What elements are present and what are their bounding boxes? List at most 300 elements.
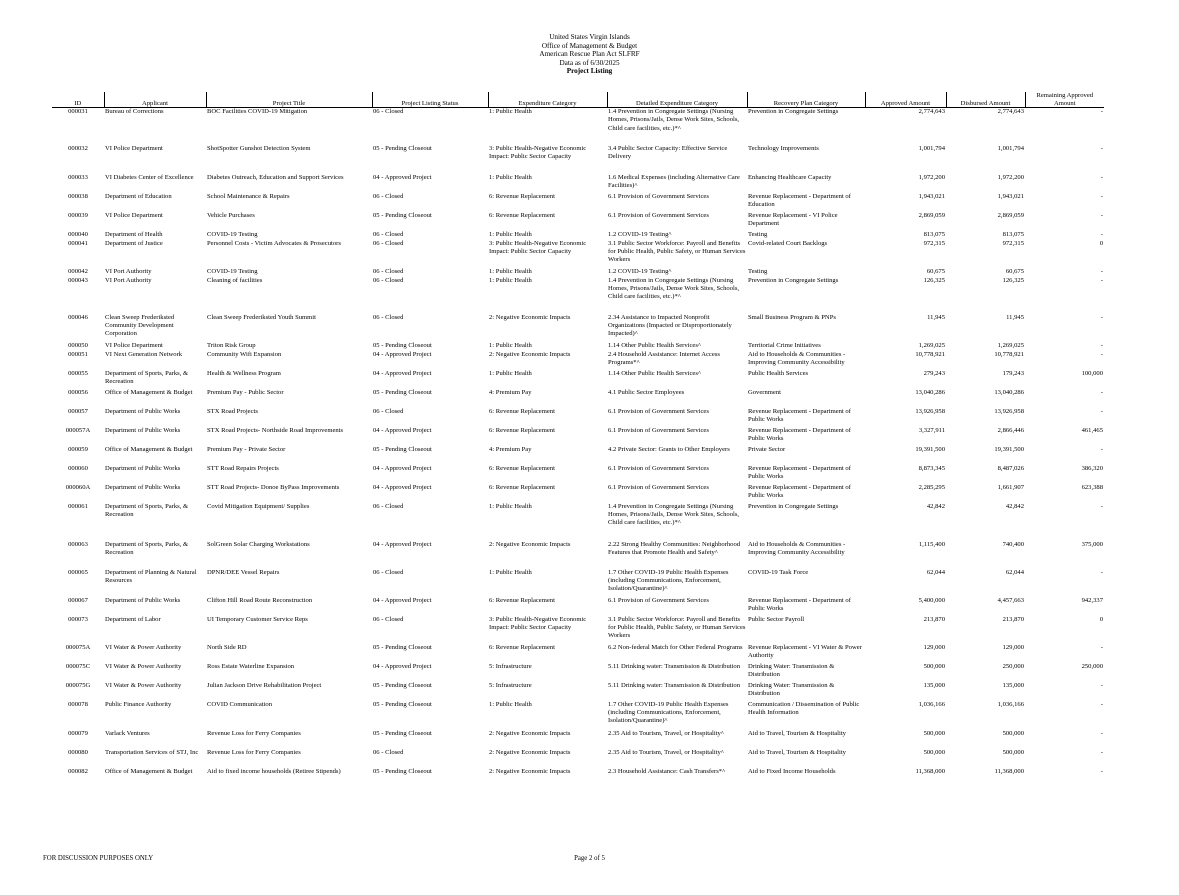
row-detailed-category: 6.1 Provision of Government Services xyxy=(608,407,709,415)
row-approved-amount: 2,869,059 xyxy=(918,211,945,219)
row-expenditure-category: 6: Revenue Replacement xyxy=(489,643,555,651)
table-row xyxy=(52,231,1104,240)
row-status: 05 - Pending Closeout xyxy=(373,767,432,775)
row-expenditure-category: 6: Revenue Replacement xyxy=(489,211,555,219)
row-applicant: VI Water & Power Authority xyxy=(105,643,182,651)
row-id: 000060 xyxy=(68,464,88,472)
row-applicant: VI Police Department xyxy=(105,211,163,219)
row-applicant: Department of Sports, Parks, & Recreation xyxy=(105,369,189,385)
row-detailed-category: 6.1 Provision of Government Services xyxy=(608,192,709,200)
row-disbursed-amount: 8,487,026 xyxy=(997,464,1024,472)
row-remaining-amount: 100,000 xyxy=(1081,369,1103,377)
row-project-title: Covid Mitigation Equipment/ Supplies xyxy=(207,502,310,510)
project-listing-table xyxy=(52,92,1104,778)
row-disbursed-amount: 11,368,000 xyxy=(994,767,1024,775)
row-id: 000060A xyxy=(65,483,91,491)
row-disbursed-amount: 2,866,446 xyxy=(997,426,1024,434)
row-remaining-amount: - xyxy=(1100,211,1103,219)
row-status: 04 - Approved Project xyxy=(373,464,432,472)
row-project-title: Revenue Loss for Ferry Companies xyxy=(207,729,301,737)
row-status: 06 - Closed xyxy=(373,748,404,756)
row-recovery-plan-category: Revenue Replacement - Department of Public Works xyxy=(748,407,851,423)
row-status: 05 - Pending Closeout xyxy=(373,445,432,453)
row-id: 000059 xyxy=(68,445,88,453)
col-header-approved-amount: Approved Amount xyxy=(865,92,946,108)
row-detailed-category: 2.35 Aid to Tourism, Travel, or Hospitality^ xyxy=(608,729,724,737)
row-status: 05 - Pending Closeout xyxy=(373,211,432,219)
row-detailed-category: 1.4 Prevention in Congregate Settings (Nursing Homes, Prisons/Jails, Dense Work Sites, Schools, Child care facilities, etc.)*^ xyxy=(608,276,740,301)
row-approved-amount: 8,873,345 xyxy=(918,464,945,472)
table-row xyxy=(52,663,1104,682)
row-remaining-amount: 461,465 xyxy=(1081,426,1103,434)
row-approved-amount: 1,269,025 xyxy=(918,341,945,349)
row-remaining-amount: - xyxy=(1100,192,1103,200)
row-disbursed-amount: 2,869,059 xyxy=(997,211,1024,219)
table-row xyxy=(52,174,1104,193)
row-applicant: VI Water & Power Authority xyxy=(105,681,182,689)
row-disbursed-amount: 500,000 xyxy=(1002,729,1024,737)
row-remaining-amount: - xyxy=(1100,388,1103,396)
row-remaining-amount: - xyxy=(1100,748,1103,756)
row-recovery-plan-category: Aid to Households & Communities - Improving Community Accessibility xyxy=(748,350,846,366)
row-recovery-plan-category: Technology Improvements xyxy=(748,144,819,152)
row-recovery-plan-category: Aid to Travel, Tourism & Hospitality xyxy=(748,729,846,737)
row-recovery-plan-category: Government xyxy=(748,388,781,396)
row-expenditure-category: 6: Revenue Replacement xyxy=(489,464,555,472)
row-project-title: STX Road Projects xyxy=(207,407,258,415)
row-detailed-category: 1.14 Other Public Health Services^ xyxy=(608,341,702,349)
row-expenditure-category: 1: Public Health xyxy=(489,341,532,349)
row-id: 000080 xyxy=(68,748,88,756)
row-expenditure-category: 3: Public Health-Negative Economic Impact: Public Sector Capacity xyxy=(489,144,587,160)
row-recovery-plan-category: Private Sector xyxy=(748,445,786,453)
col-header-detailed-category: Detailed Expenditure Category xyxy=(607,92,747,108)
row-applicant: Department of Health xyxy=(105,230,163,238)
row-disbursed-amount: 813,075 xyxy=(1002,230,1024,238)
row-recovery-plan-category: Revenue Replacement - VI Water & Power Authority xyxy=(748,643,862,659)
row-project-title: STT Road Projects- Donoe ByPass Improvements xyxy=(207,483,340,491)
row-status: 05 - Pending Closeout xyxy=(373,144,432,152)
row-status: 06 - Closed xyxy=(373,502,404,510)
row-applicant: Department of Public Works xyxy=(105,426,181,434)
row-id: 000065 xyxy=(68,568,88,576)
report-title: Project Listing xyxy=(566,67,613,76)
row-status: 04 - Approved Project xyxy=(373,173,432,181)
table-row xyxy=(52,569,1104,597)
row-applicant: Department of Labor xyxy=(105,615,161,623)
row-remaining-amount: 386,320 xyxy=(1081,464,1103,472)
row-applicant: VI Water & Power Authority xyxy=(105,662,182,670)
row-recovery-plan-category: Covid-related Court Backlogs xyxy=(748,239,828,247)
row-approved-amount: 13,926,958 xyxy=(915,407,945,415)
row-detailed-category: 3.1 Public Sector Workforce: Payroll and Benefits for Public Health, Public Safety, or Human Services Workers xyxy=(608,239,746,264)
table-row xyxy=(52,465,1104,484)
table-row xyxy=(52,240,1104,268)
row-approved-amount: 11,945 xyxy=(927,313,945,321)
row-project-title: UI Temporary Customer Service Reps xyxy=(207,615,308,623)
row-expenditure-category: 1: Public Health xyxy=(489,700,532,708)
row-recovery-plan-category: Revenue Replacement - Department of Education xyxy=(748,192,851,208)
col-header-project-title: Project Title xyxy=(206,92,372,108)
row-applicant: Department of Sports, Parks, & Recreation xyxy=(105,540,189,556)
row-status: 04 - Approved Project xyxy=(373,596,432,604)
row-disbursed-amount: 10,778,921 xyxy=(994,350,1024,358)
row-remaining-amount: - xyxy=(1100,502,1103,510)
row-id: 000079 xyxy=(68,729,88,737)
row-approved-amount: 213,870 xyxy=(923,615,945,623)
row-detailed-category: 1.7 Other COVID-19 Public Health Expenses (including Communications, Enforcement, Isolation/Quarantine)^ xyxy=(608,700,729,725)
row-id: 000078 xyxy=(68,700,88,708)
row-approved-amount: 10,778,921 xyxy=(915,350,945,358)
row-expenditure-category: 1: Public Health xyxy=(489,267,532,275)
row-recovery-plan-category: Aid to Travel, Tourism & Hospitality xyxy=(748,748,846,756)
row-applicant: VI Next Generation Network xyxy=(105,350,183,358)
row-detailed-category: 2.34 Assistance to Impacted Nonprofit Organizations (Impacted or Disproportionately Impacted)^ xyxy=(608,313,732,338)
row-project-title: COVID-19 Testing xyxy=(207,267,258,275)
row-applicant: Office of Management & Budget xyxy=(105,445,193,453)
row-remaining-amount: 250,000 xyxy=(1081,662,1103,670)
row-expenditure-category: 2: Negative Economic Impacts xyxy=(489,748,571,756)
row-approved-amount: 3,327,911 xyxy=(918,426,945,434)
row-project-title: BOC Facilities COVID-19 Mitigation xyxy=(207,108,308,116)
row-disbursed-amount: 1,001,794 xyxy=(997,144,1024,152)
row-approved-amount: 2,774,643 xyxy=(918,108,945,116)
row-detailed-category: 6.1 Provision of Government Services xyxy=(608,211,709,219)
row-detailed-category: 6.2 Non-federal Match for Other Federal Programs xyxy=(608,643,743,651)
row-project-title: Health & Wellness Program xyxy=(207,369,281,377)
row-status: 05 - Pending Closeout xyxy=(373,643,432,651)
row-status: 06 - Closed xyxy=(373,407,404,415)
row-id: 000073 xyxy=(68,615,88,623)
row-recovery-plan-category: Testing xyxy=(748,267,768,275)
row-recovery-plan-category: Small Business Program & PNPs xyxy=(748,313,836,321)
table-row xyxy=(52,616,1104,644)
row-id: 000051 xyxy=(68,350,88,358)
row-disbursed-amount: 740,400 xyxy=(1002,540,1024,548)
row-detailed-category: 2.35 Aid to Tourism, Travel, or Hospitality^ xyxy=(608,748,724,756)
row-disbursed-amount: 972,315 xyxy=(1002,239,1024,247)
row-status: 06 - Closed xyxy=(373,276,404,284)
row-disbursed-amount: 19,391,500 xyxy=(994,445,1024,453)
row-approved-amount: 5,400,000 xyxy=(918,596,945,604)
row-project-title: Diabetes Outreach, Education and Support Services xyxy=(207,173,344,181)
row-recovery-plan-category: Territorial Crime Initiatives xyxy=(748,341,821,349)
row-status: 04 - Approved Project xyxy=(373,426,432,434)
row-expenditure-category: 1: Public Health xyxy=(489,108,532,116)
row-approved-amount: 13,040,286 xyxy=(915,388,945,396)
row-project-title: Premium Pay - Public Sector xyxy=(207,388,284,396)
row-detailed-category: 5.11 Drinking water: Transmission & Distribution xyxy=(608,662,741,670)
row-project-title: Vehicle Purchases xyxy=(207,211,255,219)
row-project-title: Clifton Hill Road Route Reconstruction xyxy=(207,596,313,604)
table-row xyxy=(52,408,1104,427)
row-disbursed-amount: 1,661,907 xyxy=(997,483,1024,491)
row-approved-amount: 813,075 xyxy=(923,230,945,238)
row-applicant: Bureau of Corrections xyxy=(105,108,164,116)
row-approved-amount: 1,115,400 xyxy=(918,540,945,548)
row-project-title: Revenue Loss for Ferry Companies xyxy=(207,748,301,756)
row-approved-amount: 62,044 xyxy=(926,568,945,576)
row-remaining-amount: - xyxy=(1100,568,1103,576)
row-recovery-plan-category: Prevention in Congregate Settings xyxy=(748,502,839,510)
table-row xyxy=(52,541,1104,569)
row-applicant: Department of Public Works xyxy=(105,483,181,491)
row-recovery-plan-category: Revenue Replacement - Department of Public Works xyxy=(748,464,851,480)
row-expenditure-category: 4: Premium Pay xyxy=(489,388,532,396)
row-disbursed-amount: 179,243 xyxy=(1002,369,1024,377)
table-row xyxy=(52,342,1104,351)
row-approved-amount: 1,943,021 xyxy=(918,192,945,200)
row-applicant: VI Police Department xyxy=(105,144,163,152)
col-header-recovery-plan-category: Recovery Plan Category xyxy=(747,92,865,108)
row-expenditure-category: 1: Public Health xyxy=(489,502,532,510)
row-id: 000040 xyxy=(68,230,88,238)
row-detailed-category: 6.1 Provision of Government Services xyxy=(608,464,709,472)
row-recovery-plan-category: COVID-19 Task Force xyxy=(748,568,809,576)
row-id: 000075A xyxy=(65,643,91,651)
row-project-title: COVID Communication xyxy=(207,700,273,708)
row-remaining-amount: 942,337 xyxy=(1081,596,1103,604)
row-recovery-plan-category: Communication / Dissemination of Public Health Information xyxy=(748,700,860,716)
row-recovery-plan-category: Public Sector Payroll xyxy=(748,615,805,623)
row-expenditure-category: 6: Revenue Replacement xyxy=(489,426,555,434)
row-disbursed-amount: 1,972,200 xyxy=(997,173,1024,181)
row-remaining-amount: - xyxy=(1100,681,1103,689)
row-id: 000075G xyxy=(65,681,91,689)
row-status: 06 - Closed xyxy=(373,615,404,623)
row-id: 000075C xyxy=(65,662,91,670)
row-applicant: VI Port Authority xyxy=(105,267,152,275)
row-id: 000042 xyxy=(68,267,88,275)
row-status: 06 - Closed xyxy=(373,568,404,576)
row-disbursed-amount: 13,040,286 xyxy=(994,388,1024,396)
row-approved-amount: 129,000 xyxy=(923,643,945,651)
row-approved-amount: 11,368,000 xyxy=(915,767,945,775)
row-remaining-amount: 623,388 xyxy=(1081,483,1103,491)
row-expenditure-category: 3: Public Health-Negative Economic Impact: Public Sector Capacity xyxy=(489,239,587,255)
row-detailed-category: 2.22 Strong Healthy Communities: Neighborhood Features that Promote Health and Safety^ xyxy=(608,540,741,556)
table-row xyxy=(52,503,1104,541)
row-expenditure-category: 6: Revenue Replacement xyxy=(489,407,555,415)
row-remaining-amount: - xyxy=(1100,407,1103,415)
row-approved-amount: 42,842 xyxy=(926,502,945,510)
row-id: 000061 xyxy=(68,502,88,510)
table-row xyxy=(52,682,1104,701)
row-remaining-amount: - xyxy=(1100,341,1103,349)
table-row xyxy=(52,212,1104,231)
row-remaining-amount: - xyxy=(1100,643,1103,651)
row-project-title: Triton Risk Group xyxy=(207,341,256,349)
row-project-title: STX Road Projects- Northside Road Improvements xyxy=(207,426,344,434)
footer-disclaimer: FOR DISCUSSION PURPOSES ONLY xyxy=(43,855,154,862)
row-project-title: Premium Pay - Private Sector xyxy=(207,445,286,453)
row-disbursed-amount: 2,774,643 xyxy=(997,108,1024,116)
row-applicant: VI Diabetes Center of Excellence xyxy=(105,173,194,181)
row-expenditure-category: 1: Public Health xyxy=(489,369,532,377)
row-remaining-amount: - xyxy=(1100,230,1103,238)
row-approved-amount: 972,315 xyxy=(923,239,945,247)
row-approved-amount: 500,000 xyxy=(923,662,945,670)
row-project-title: Ross Estate Waterline Expansion xyxy=(207,662,295,670)
table-row xyxy=(52,730,1104,749)
row-applicant: Clean Sweep Frederiksted Community Development Corporation xyxy=(105,313,175,338)
row-detailed-category: 1.7 Other COVID-19 Public Health Expenses (including Communications, Enforcement, Isolation/Quarantine)^ xyxy=(608,568,729,593)
table-row xyxy=(52,145,1104,174)
table-row xyxy=(52,277,1104,314)
row-status: 04 - Approved Project xyxy=(373,350,432,358)
row-remaining-amount: - xyxy=(1100,267,1103,275)
row-remaining-amount: - xyxy=(1100,729,1103,737)
row-project-title: Cleaning of facilities xyxy=(207,276,263,284)
row-status: 05 - Pending Closeout xyxy=(373,341,432,349)
col-header-remaining-amount: Remaining Approved Amount xyxy=(1025,92,1104,108)
row-disbursed-amount: 129,000 xyxy=(1002,643,1024,651)
row-recovery-plan-category: Revenue Replacement - Department of Public Works xyxy=(748,596,851,612)
row-remaining-amount: - xyxy=(1100,313,1103,321)
row-disbursed-amount: 42,842 xyxy=(1005,502,1024,510)
row-status: 06 - Closed xyxy=(373,230,404,238)
row-detailed-category: 1.2 COVID-19 Testing^ xyxy=(608,267,672,275)
row-recovery-plan-category: Aid to Fixed Income Households xyxy=(748,767,836,775)
row-applicant: VI Police Department xyxy=(105,341,163,349)
table-row xyxy=(52,314,1104,342)
row-recovery-plan-category: Enhancing Healthcare Capacity xyxy=(748,173,832,181)
row-id: 000041 xyxy=(68,239,88,247)
row-id: 000032 xyxy=(68,144,88,152)
row-project-title: Aid to fixed income households (Retiree Stipends) xyxy=(207,767,341,775)
row-expenditure-category: 6: Revenue Replacement xyxy=(489,192,555,200)
row-remaining-amount: - xyxy=(1100,276,1103,284)
header-line-3: American Rescue Plan Act SLFRF xyxy=(539,50,640,59)
row-status: 04 - Approved Project xyxy=(373,483,432,491)
row-id: 000055 xyxy=(68,369,88,377)
table-row xyxy=(52,484,1104,503)
row-recovery-plan-category: Testing xyxy=(748,230,768,238)
row-expenditure-category: 6: Revenue Replacement xyxy=(489,483,555,491)
row-expenditure-category: 1: Public Health xyxy=(489,568,532,576)
row-applicant: Department of Public Works xyxy=(105,407,181,415)
row-id: 000038 xyxy=(68,192,88,200)
row-applicant: Department of Public Works xyxy=(105,464,181,472)
row-expenditure-category: 2: Negative Economic Impacts xyxy=(489,540,571,548)
row-status: 06 - Closed xyxy=(373,313,404,321)
row-recovery-plan-category: Drinking Water: Transmission & Distribution xyxy=(748,681,835,697)
row-applicant: Varlack Ventures xyxy=(105,729,150,737)
row-expenditure-category: 5: Infrastructure xyxy=(489,662,532,670)
row-remaining-amount: 375,000 xyxy=(1081,540,1103,548)
row-disbursed-amount: 1,943,021 xyxy=(997,192,1024,200)
row-applicant: Office of Management & Budget xyxy=(105,388,193,396)
row-approved-amount: 1,972,200 xyxy=(918,173,945,181)
report-header xyxy=(0,33,1179,76)
row-detailed-category: 5.11 Drinking water: Transmission & Distribution xyxy=(608,681,741,689)
row-approved-amount: 60,675 xyxy=(926,267,945,275)
col-header-disbursed-amount: Disbursed Amount xyxy=(946,92,1025,108)
row-applicant: Department of Justice xyxy=(105,239,163,247)
row-remaining-amount: - xyxy=(1100,700,1103,708)
row-status: 06 - Closed xyxy=(373,108,404,116)
row-id: 000057A xyxy=(65,426,91,434)
row-approved-amount: 19,391,500 xyxy=(915,445,945,453)
row-expenditure-category: 5: Infrastructure xyxy=(489,681,532,689)
header-line-1: United States Virgin Islands xyxy=(549,33,630,41)
row-expenditure-category: 1: Public Health xyxy=(489,173,532,181)
table-row xyxy=(52,108,1104,145)
row-id: 000039 xyxy=(68,211,88,219)
row-recovery-plan-category: Revenue Replacement - VI Police Department xyxy=(748,211,838,227)
table-row xyxy=(52,268,1104,277)
row-status: 06 - Closed xyxy=(373,267,404,275)
row-status: 04 - Approved Project xyxy=(373,662,432,670)
col-header-id: ID xyxy=(52,92,104,108)
table-row xyxy=(52,446,1104,465)
row-detailed-category: 6.1 Provision of Government Services xyxy=(608,426,709,434)
row-disbursed-amount: 60,675 xyxy=(1005,267,1024,275)
row-project-title: North Side RD xyxy=(207,643,247,651)
row-expenditure-category: 1: Public Health xyxy=(489,230,532,238)
row-expenditure-category: 1: Public Health xyxy=(489,276,532,284)
row-remaining-amount: - xyxy=(1100,108,1103,116)
row-applicant: Department of Education xyxy=(105,192,172,200)
row-id: 000046 xyxy=(68,313,88,321)
row-expenditure-category: 2: Negative Economic Impacts xyxy=(489,313,571,321)
row-remaining-amount: - xyxy=(1100,350,1103,358)
table-row xyxy=(52,597,1104,616)
row-project-title: SolGreen Solar Charging Workstations xyxy=(207,540,310,548)
table-row xyxy=(52,644,1104,663)
row-applicant: Transportation Services of STJ, Inc xyxy=(105,748,199,756)
row-applicant: Department of Planning & Natural Resources xyxy=(105,568,197,584)
table-row xyxy=(52,749,1104,768)
row-status: 05 - Pending Closeout xyxy=(373,388,432,396)
row-disbursed-amount: 13,926,958 xyxy=(994,407,1024,415)
row-disbursed-amount: 11,945 xyxy=(1006,313,1024,321)
row-recovery-plan-category: Drinking Water: Transmission & Distribution xyxy=(748,662,835,678)
row-expenditure-category: 2: Negative Economic Impacts xyxy=(489,350,571,358)
row-applicant: Office of Management & Budget xyxy=(105,767,193,775)
row-remaining-amount: 0 xyxy=(1099,615,1103,623)
row-expenditure-category: 3: Public Health-Negative Economic Impact: Public Sector Capacity xyxy=(489,615,587,631)
row-id: 000063 xyxy=(68,540,88,548)
row-disbursed-amount: 250,000 xyxy=(1002,662,1024,670)
row-recovery-plan-category: Public Health Services xyxy=(748,369,809,377)
row-recovery-plan-category: Prevention in Congregate Settings xyxy=(748,108,839,116)
row-approved-amount: 2,285,295 xyxy=(918,483,945,491)
row-disbursed-amount: 126,325 xyxy=(1002,276,1024,284)
row-detailed-category: 1.4 Prevention in Congregate Settings (Nursing Homes, Prisons/Jails, Dense Work Sites, Schools, Child care facilities, etc.)*^ xyxy=(608,108,740,132)
table-row xyxy=(52,768,1104,778)
table-body xyxy=(52,108,1104,778)
row-approved-amount: 135,000 xyxy=(923,681,945,689)
row-status: 05 - Pending Closeout xyxy=(373,729,432,737)
row-detailed-category: 2.3 Household Assistance: Cash Transfers*^ xyxy=(608,767,726,775)
row-recovery-plan-category: Prevention in Congregate Settings xyxy=(748,276,839,284)
row-status: 04 - Approved Project xyxy=(373,369,432,377)
row-approved-amount: 126,325 xyxy=(923,276,945,284)
row-detailed-category: 4.1 Public Sector Employees xyxy=(608,388,685,396)
row-project-title: Community Wifi Expansion xyxy=(207,350,282,358)
table-row xyxy=(52,427,1104,446)
row-approved-amount: 1,036,166 xyxy=(918,700,945,708)
col-header-status: Project Listing Status xyxy=(372,92,488,108)
col-header-expenditure-category: Expenditure Category xyxy=(488,92,607,108)
page-number: Page 2 of 5 xyxy=(574,855,605,862)
table-row xyxy=(52,389,1104,408)
row-recovery-plan-category: Aid to Households & Communities - Improving Community Accessibility xyxy=(748,540,846,556)
row-project-title: ShotSpotter Gunshot Detection System xyxy=(207,144,311,152)
row-remaining-amount: - xyxy=(1100,144,1103,152)
row-detailed-category: 6.1 Provision of Government Services xyxy=(608,596,709,604)
